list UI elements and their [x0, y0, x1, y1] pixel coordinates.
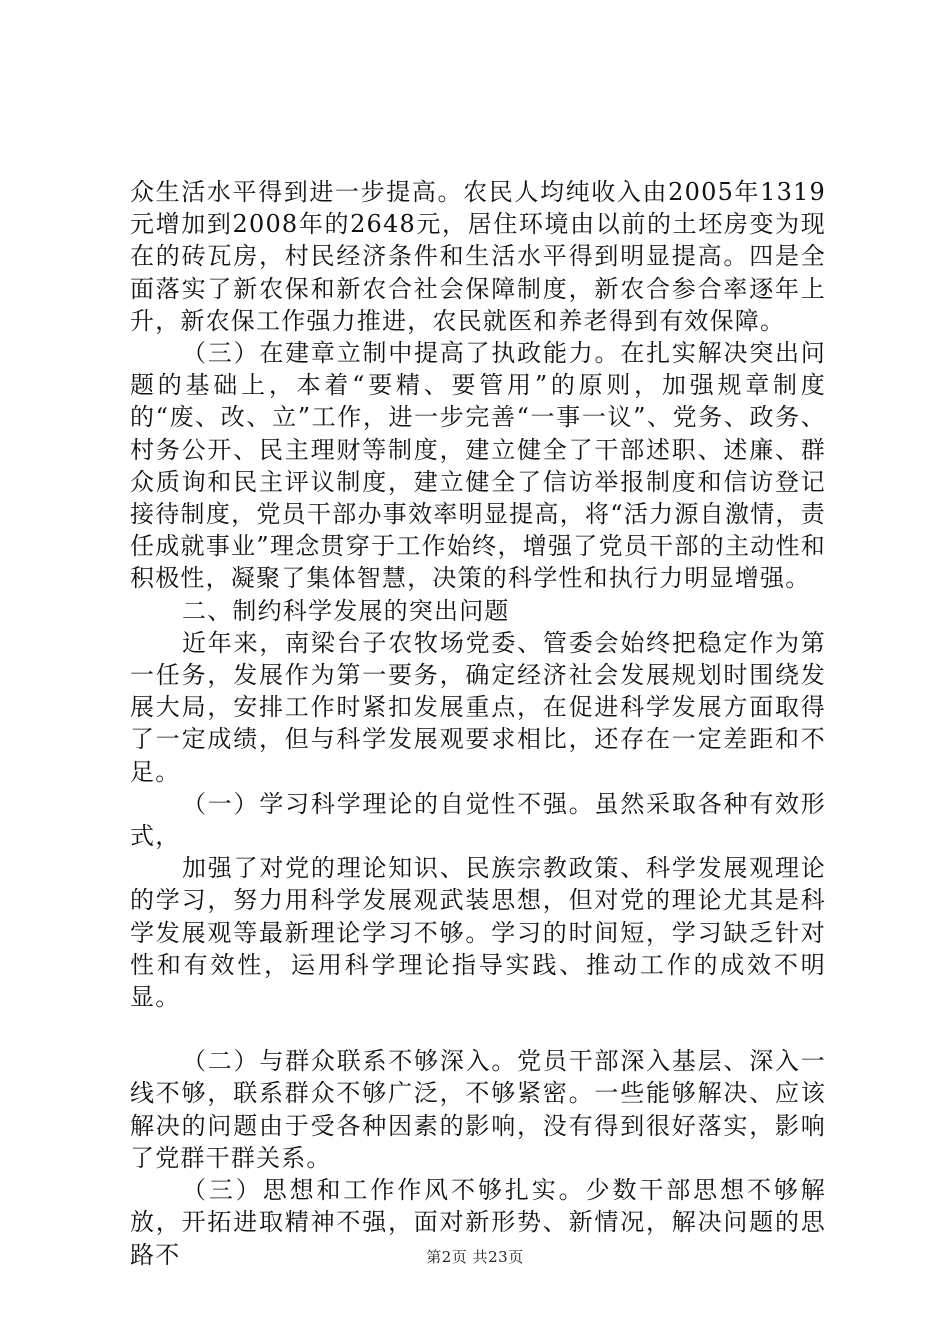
paragraph-problem-2: （二）与群众联系不够深入。党员干部深入基层、深入一线不够，联系群众不够广泛，不够紧密。一些能够解决、应该解决的问题由于受各种因素的影响，没有得到很好落实，影响了党群干群关系。: [130, 1047, 826, 1172]
paragraph-problem-1-continued: 加强了对党的理论知识、民族宗教政策、科学发展观理论的学习，努力用科学发展观武装思想，但对党的理论尤其是科学发展观等最新理论学习不够。学习的时间短，学习缺乏针对性和有效性，运用科学理论指导实践、推动工作的成效不明显。: [130, 854, 826, 1012]
paragraph-continuation: 众生活水平得到进一步提高。农民人均纯收入由2005年1319元增加到2008年的2648元，居住环境由以前的土坯房变为现在的砖瓦房，村民经济条件和生活水平得到明显提高。四是全面落实了新农保和新农合社会保障制度，新农合参合率逐年上升，新农保工作强力推进，农民就医和养老得到有效保障。: [130, 178, 826, 335]
document-body: [130, 176, 826, 1271]
paragraph-problem-3: （三）思想和工作作风不够扎实。少数干部思想不够解放，开拓进取精神不强，面对新形势、新情况，解决问题的思路不: [130, 1176, 826, 1269]
section-heading-problems: 二、制约科学发展的突出问题: [182, 596, 510, 625]
paragraph-overview: 近年来，南梁台子农牧场党委、管委会始终把稳定作为第一任务，发展作为第一要务，确定经济社会发展规划时围绕发展大局，安排工作时紧扣发展重点，在促进科学发展方面取得了一定成绩，但与科学发展观要求相比，还存在一定差距和不足。: [130, 628, 826, 786]
page-number-footer: 第2页 共23页: [426, 1248, 524, 1266]
blank-line: [130, 1013, 826, 1045]
paragraph-problem-1: （一）学习科学理论的自觉性不强。虽然采取各种有效形式，: [130, 789, 826, 851]
paragraph-section-3-institutions: （三）在建章立制中提高了执政能力。在扎实解决突出问题的基础上，本着“要精、要管用”的原则，加强规章制度的“废、改、立”工作，进一步完善“一事一议”、党务、政务、村务公开、民主理财等制度，建立健全了干部述职、述廉、群众质询和民主评议制度，建立健全了信访举报制度和信访登记接待制度，党员干部办事效率明显提高，将“活力源自激情，责任成就事业”理念贯穿于工作始终，增强了党员干部的主动性和积极性，凝聚了集体智慧，决策的科学性和执行力明显增强。: [130, 339, 826, 593]
